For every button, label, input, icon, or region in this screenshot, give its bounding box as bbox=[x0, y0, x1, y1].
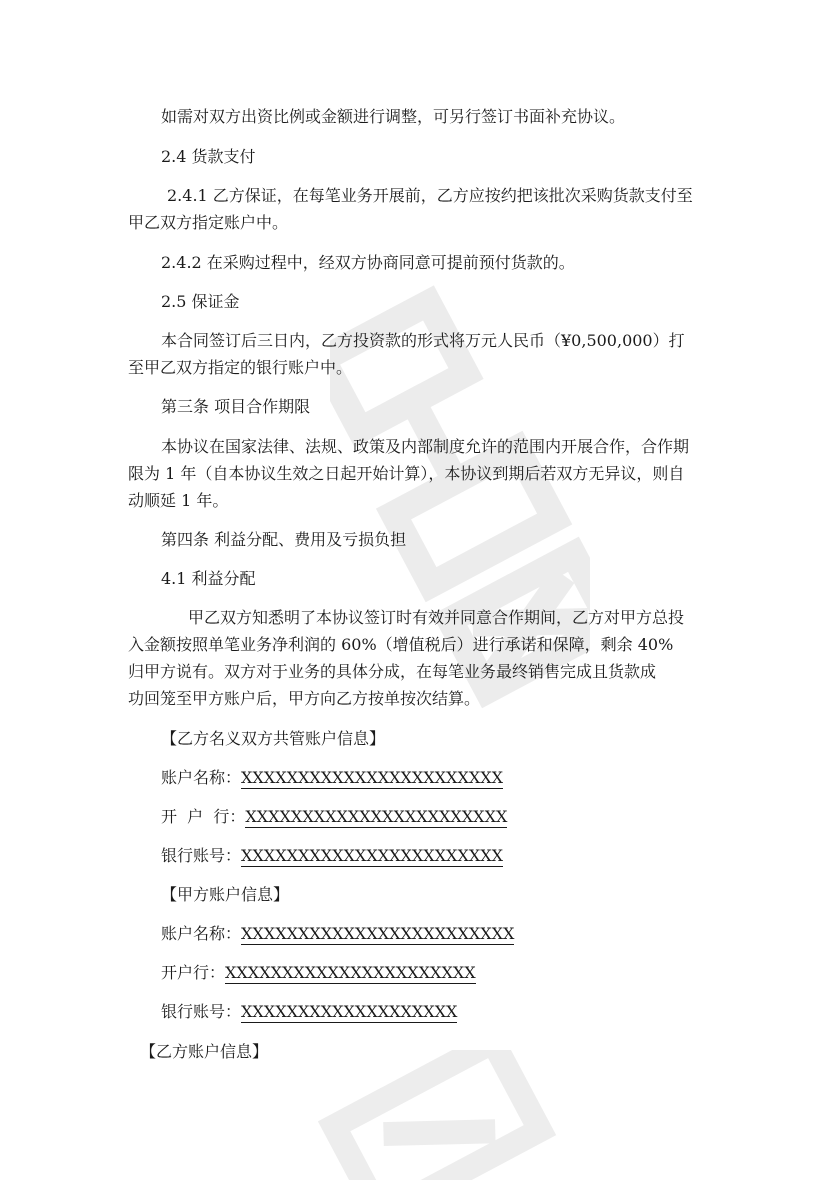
party-a-account-name-label: 账户名称： bbox=[161, 924, 242, 943]
article-3-line1: 本协议在国家法律、法规、政策及内部制度允许的范围内开展合作，合作期 bbox=[161, 437, 690, 456]
joint-account-name-row bbox=[161, 768, 503, 788]
party-b-account-title: 【乙方账户信息】 bbox=[140, 1042, 269, 1061]
clause-2-4-2: 2.4.2 在采购过程中，经双方协商同意可提前预付货款的。 bbox=[161, 253, 575, 272]
joint-account-bank-row bbox=[161, 807, 507, 827]
party-a-account-bank-label: 开户行： bbox=[161, 963, 226, 982]
heading-4-1-profit: 4.1 利益分配 bbox=[161, 569, 256, 588]
party-a-account-bank-value: XXXXXXXXXXXXXXXXXXXXXX bbox=[225, 963, 476, 982]
party-a-account-title: 【甲方账户信息】 bbox=[161, 885, 290, 904]
profit-line3: 归甲方说有。双方对于业务的具体分成，在每笔业务最终销售完成且货款成 bbox=[128, 662, 657, 681]
profit-line2: 入金额按照单笔业务净利润的 60%（增值税后）进行承诺和保障，剩余 40% bbox=[128, 635, 674, 654]
clause-2-4-1-line1: 2.4.1 乙方保证，在每笔业务开展前，乙方应按约把该批次采购货款支付至 bbox=[167, 186, 693, 205]
clause-2-4-1-line2: 甲乙双方指定账户中。 bbox=[128, 213, 289, 232]
article-3-line2: 限为 1 年（自本协议生效之日起开始计算），本协议到期后若双方无异议，则自 bbox=[128, 464, 685, 483]
profit-line4: 功回笼至甲方账户后，甲方向乙方按单按次结算。 bbox=[128, 689, 481, 708]
party-a-account-name-value: XXXXXXXXXXXXXXXXXXXXXXXX bbox=[241, 924, 515, 943]
joint-account-number-value: XXXXXXXXXXXXXXXXXXXXXXX bbox=[241, 846, 503, 865]
deposit-line1: 本合同签订后三日内，乙方投资款的形式将万元人民币（¥0,500,000）打 bbox=[161, 331, 685, 350]
article-4-heading: 第四条 利益分配、费用及亏损负担 bbox=[161, 530, 407, 549]
joint-account-name-value: XXXXXXXXXXXXXXXXXXXXXXX bbox=[241, 768, 503, 787]
deposit-line2: 至甲乙双方指定的银行账户中。 bbox=[128, 358, 353, 377]
heading-2-5-deposit: 2.5 保证金 bbox=[161, 292, 240, 311]
joint-account-bank-value: XXXXXXXXXXXXXXXXXXXXXXX bbox=[245, 807, 508, 826]
article-3-heading: 第三条 项目合作期限 bbox=[161, 397, 311, 416]
watermark-logo-bottom bbox=[300, 1050, 560, 1180]
joint-account-number-row bbox=[161, 846, 503, 866]
heading-2-4-payment: 2.4 货款支付 bbox=[161, 147, 256, 166]
party-a-account-number-label: 银行账号： bbox=[161, 1002, 242, 1021]
party-a-account-name-row bbox=[161, 924, 514, 944]
joint-account-number-label: 银行账号： bbox=[161, 846, 242, 865]
profit-line1: 甲乙双方知悉明了本协议签订时有效并同意合作期间，乙方对甲方总投 bbox=[188, 608, 685, 627]
article-3-line3: 动顺延 1 年。 bbox=[128, 491, 229, 510]
party-a-account-bank-row bbox=[161, 963, 476, 983]
paragraph-adjust-ratio: 如需对双方出资比例或金额进行调整，可另行签订书面补充协议。 bbox=[161, 107, 626, 126]
joint-account-name-label: 账户名称： bbox=[161, 768, 242, 787]
joint-account-bank-label: 开 户 行： bbox=[161, 807, 246, 826]
party-a-account-number-value: XXXXXXXXXXXXXXXXXXX bbox=[241, 1002, 458, 1021]
party-a-account-number-row bbox=[161, 1002, 457, 1022]
joint-account-title: 【乙方名义双方共管账户信息】 bbox=[161, 729, 386, 748]
